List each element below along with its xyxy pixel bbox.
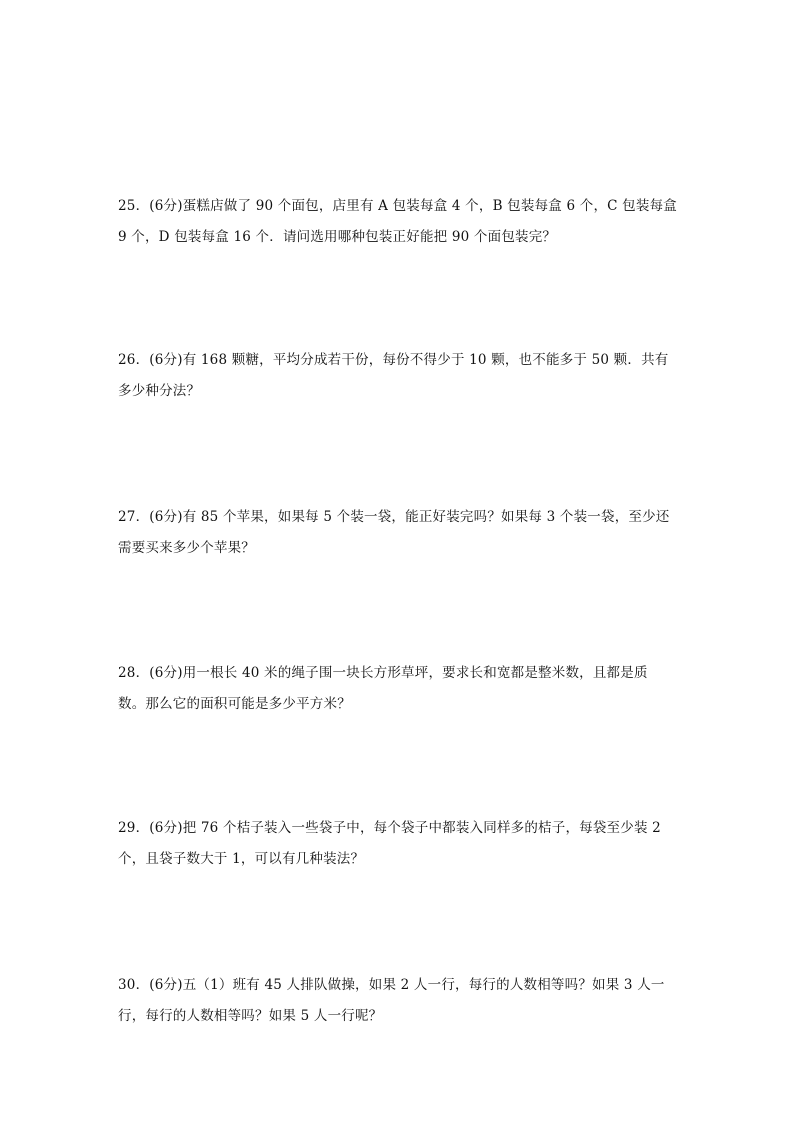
question-26-line-2: 多少种分法？ [118,383,201,399]
question-29-line-1: 29．(6分)把 76 个桔子装入一些袋子中，每个袋子中都装入同样多的桔子，每袋至少装 2 [118,820,661,836]
question-30 [118,970,678,1032]
question-29-line-2: 个，且袋子数大于 1，可以有几种装法？ [118,851,365,867]
question-28-line-2: 数。那么它的面积可能是多少平方米？ [118,696,351,712]
question-27 [118,502,678,564]
question-27-line-2: 需要买来多少个苹果？ [118,540,255,556]
question-25 [118,191,678,253]
question-26-line-1: 26．(6分)有 168 颗糖，平均分成若干份，每份不得少于 10 颗，也不能多于 50 颗．共有 [118,352,669,368]
question-27-line-1: 27．(6分)有 85 个苹果，如果每 5 个装一袋，能正好装完吗？如果每 3 个装一袋，至少还 [118,509,670,525]
question-30-line-2: 行，每行的人数相等吗？如果 5 人一行呢？ [118,1008,383,1024]
question-28 [118,658,678,720]
question-26 [118,345,678,407]
question-25-line-1: 25．(6分)蛋糕店做了 90 个面包，店里有 A 包装每盒 4 个，B 包装每盒 6 个，C 包装每盒 [118,198,677,214]
question-29 [118,813,678,875]
question-30-line-1: 30．(6分)五（1）班有 45 人排队做操，如果 2 人一行，每行的人数相等吗？如果 3 人一 [118,977,665,993]
question-28-line-1: 28．(6分)用一根长 40 米的绳子围一块长方形草坪，要求长和宽都是整米数，且都是质 [118,665,648,681]
question-25-line-2: 9 个，D 包装每盒 16 个．请问选用哪种包装正好能把 90 个面包装完？ [118,229,557,245]
